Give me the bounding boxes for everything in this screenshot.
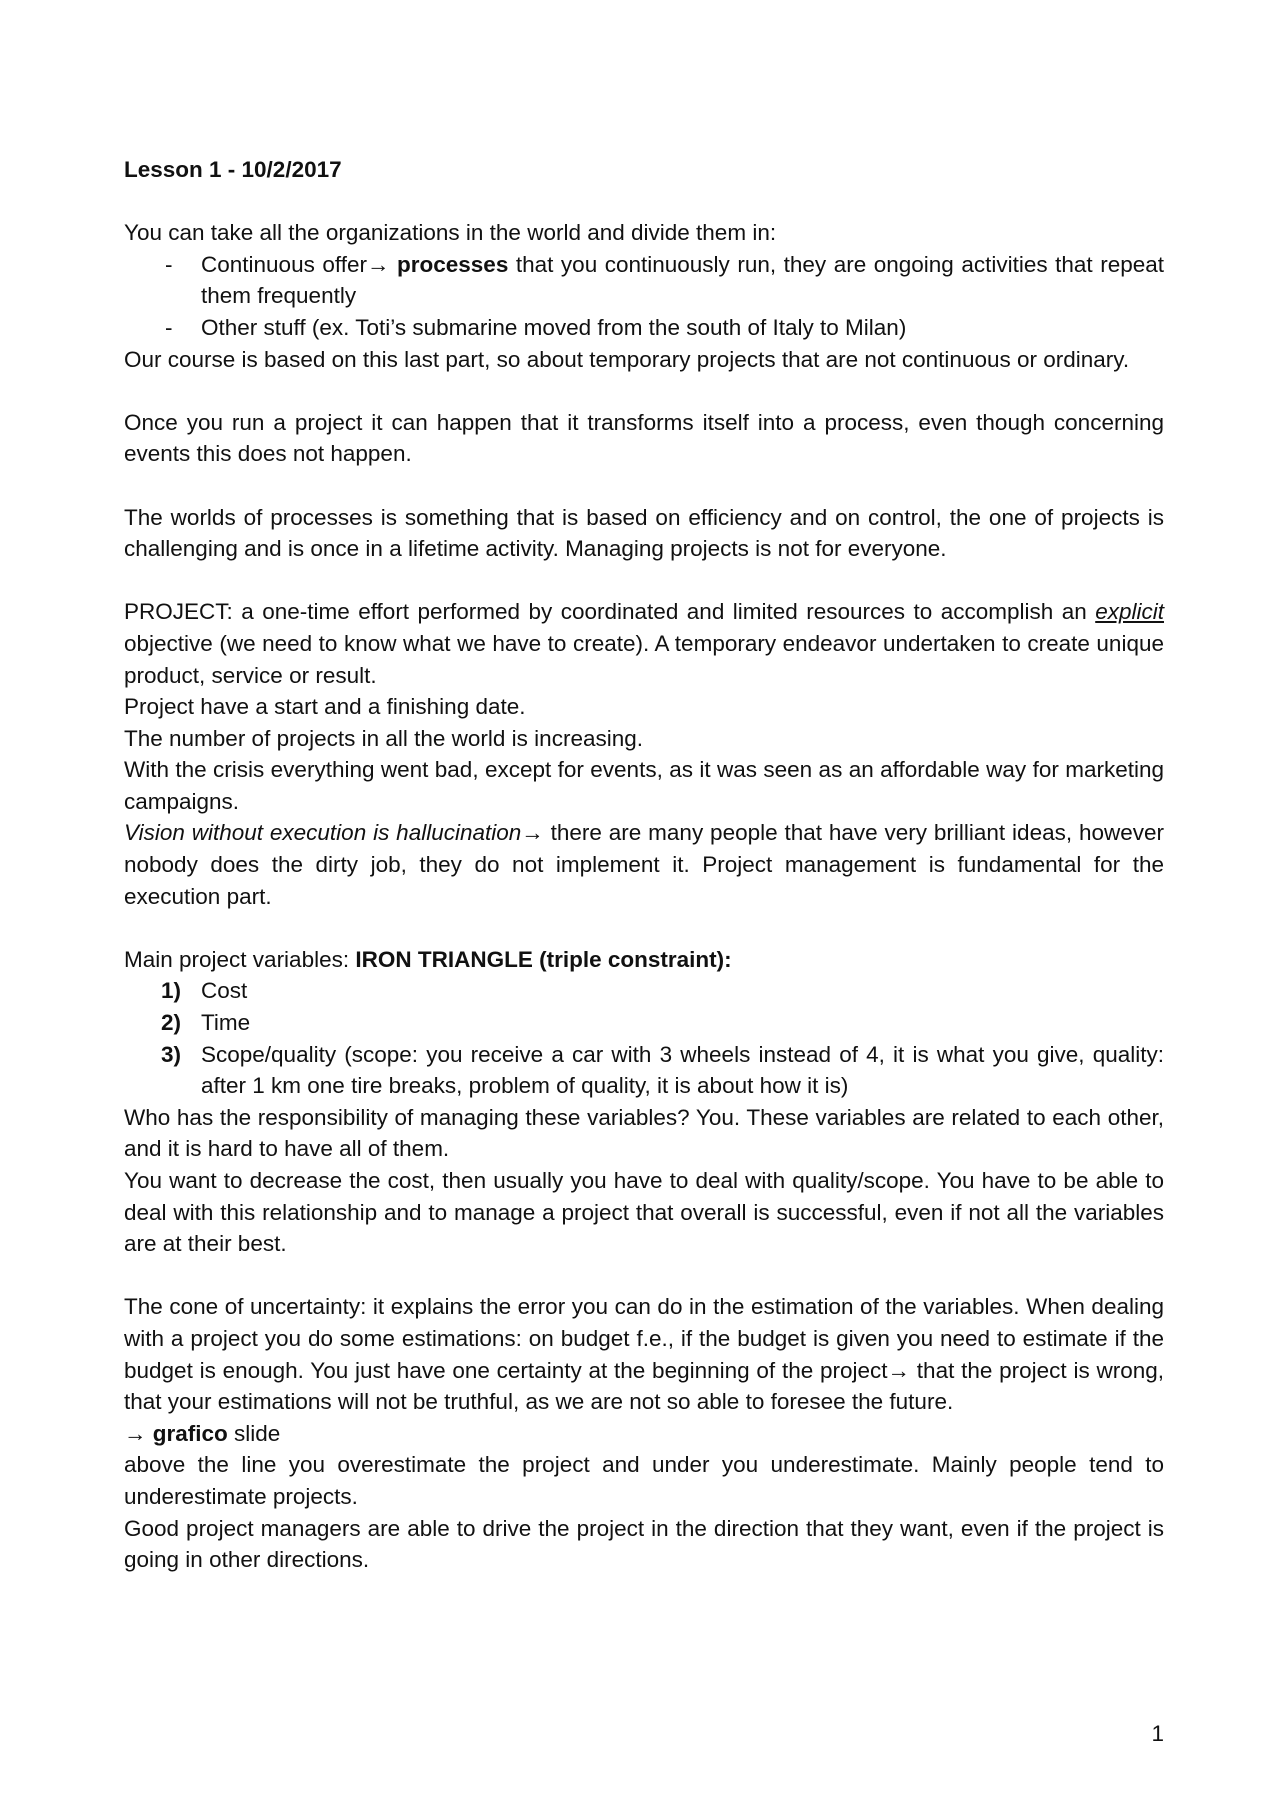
vision-paragraph [124,817,1164,912]
dash-bullet: - [165,314,173,340]
list-item-time [124,1007,1164,1039]
good-pm-paragraph: Good project managers are able to drive the project in the direction that they want, even if the project is going in other directions. [124,1515,1164,1573]
document-page [124,154,1164,1576]
lesson-title: Lesson 1 - 10/2/2017 [124,157,342,182]
list-item-rest: that you continuously run, they are ongoing activities that repeat them frequently [201,251,1165,309]
explicit-term: explicit [1095,599,1164,625]
grafico-term: grafico [146,1420,228,1446]
start-finish-line: Project have a start and a finishing date. [124,694,526,720]
iron-triangle-list [124,975,1164,1101]
cone-paragraph [124,1291,1164,1417]
list-item-lead: Continuous offer [201,251,367,277]
list-item-other-stuff [124,312,1164,344]
list-item-text: Scope/quality (scope: you receive a car with 3 wheels instead of 4, it is what you give, quality: after 1 km one tire breaks, problem of quality, it is about how it is) [201,1041,1164,1099]
variables-intro [124,944,1164,976]
project-definition-start: PROJECT: a one-time effort performed by coordinated and limited resources to accomplish an [124,599,1096,625]
intro-paragraph: You can take all the organizations in the world and divide them in: [124,220,777,246]
cone-text-end: that the project is wrong, that your estimations will not be truthful, as we are not so able to foresee the future. [124,1357,1164,1415]
project-definition [124,596,1164,691]
vision-explanation: there are many people that have very brilliant ideas, however nobody does the dirty job, they do not implement it. Project management is fundamental for the execution part. [124,820,1165,909]
list-number: 1) [161,978,182,1004]
variables-intro-label: Main project variables: [124,946,356,972]
page-number: 1 [1151,1721,1164,1746]
arrow-icon: → [124,1420,147,1446]
arrow-icon: → [521,820,544,846]
list-number: 2) [161,1010,182,1036]
crisis-paragraph: With the crisis everything went bad, except for events, as it was seen as an affordable way for marketing campaigns. [124,757,1164,814]
above-line-paragraph: above the line you overestimate the project and under you underestimate. Mainly people tend to underestimate projects. [124,1452,1164,1509]
list-number: 3) [161,1041,182,1067]
list-item-text: Other stuff (ex. Toti’s submarine moved from the south of Italy to Milan) [201,314,907,340]
processes-term: processes [389,251,509,277]
decrease-cost-paragraph: You want to decrease the cost, then usually you have to deal with quality/scope. You have to be able to deal with this relationship and to manage a project that overall is successful, even if not all the variables are at their best. [124,1168,1164,1257]
number-projects-line: The number of projects in all the world is increasing. [124,725,643,751]
organization-types-list [124,249,1164,344]
process-paragraph: Once you run a project it can happen that it transforms itself into a process, even though concerning events this does not happen. [124,409,1164,467]
dash-bullet: - [165,251,173,277]
arrow-icon: → [366,251,390,277]
list-item-continuous-offer [124,249,1164,312]
cone-text-start: The cone of uncertainty: it explains the error you can do in the estimation of the variables. When dealing with a project you do some estimations: on budget f.e., if the budget is given you need to estimate if the budget is enough. You just have one certainty at the beginning of the project [124,1294,1164,1383]
list-item-scope-quality [124,1039,1164,1102]
list-item-cost [124,975,1164,1007]
course-paragraph: Our course is based on this last part, so about temporary projects that are not continuous or ordinary. [124,346,1130,372]
project-definition-end: objective (we need to know what we have to create). A temporary endeavor undertaken to create unique product, service or result. [124,630,1164,688]
responsibility-paragraph: Who has the responsibility of managing these variables? You. These variables are related to each other, and it is hard to have all of them. [124,1104,1164,1162]
list-item-text: Time [201,1010,251,1036]
arrow-icon: → [887,1357,911,1383]
grafico-line [124,1418,1164,1450]
iron-triangle-term: IRON TRIANGLE (triple constraint): [355,946,732,972]
worlds-paragraph: The worlds of processes is something that is based on efficiency and on control, the one of projects is challenging and is once in a lifetime activity. Managing projects is not for everyone. [124,504,1164,562]
vision-quote: Vision without execution is hallucination [124,820,522,846]
list-item-text: Cost [201,978,248,1004]
grafico-rest: slide [227,1420,281,1446]
